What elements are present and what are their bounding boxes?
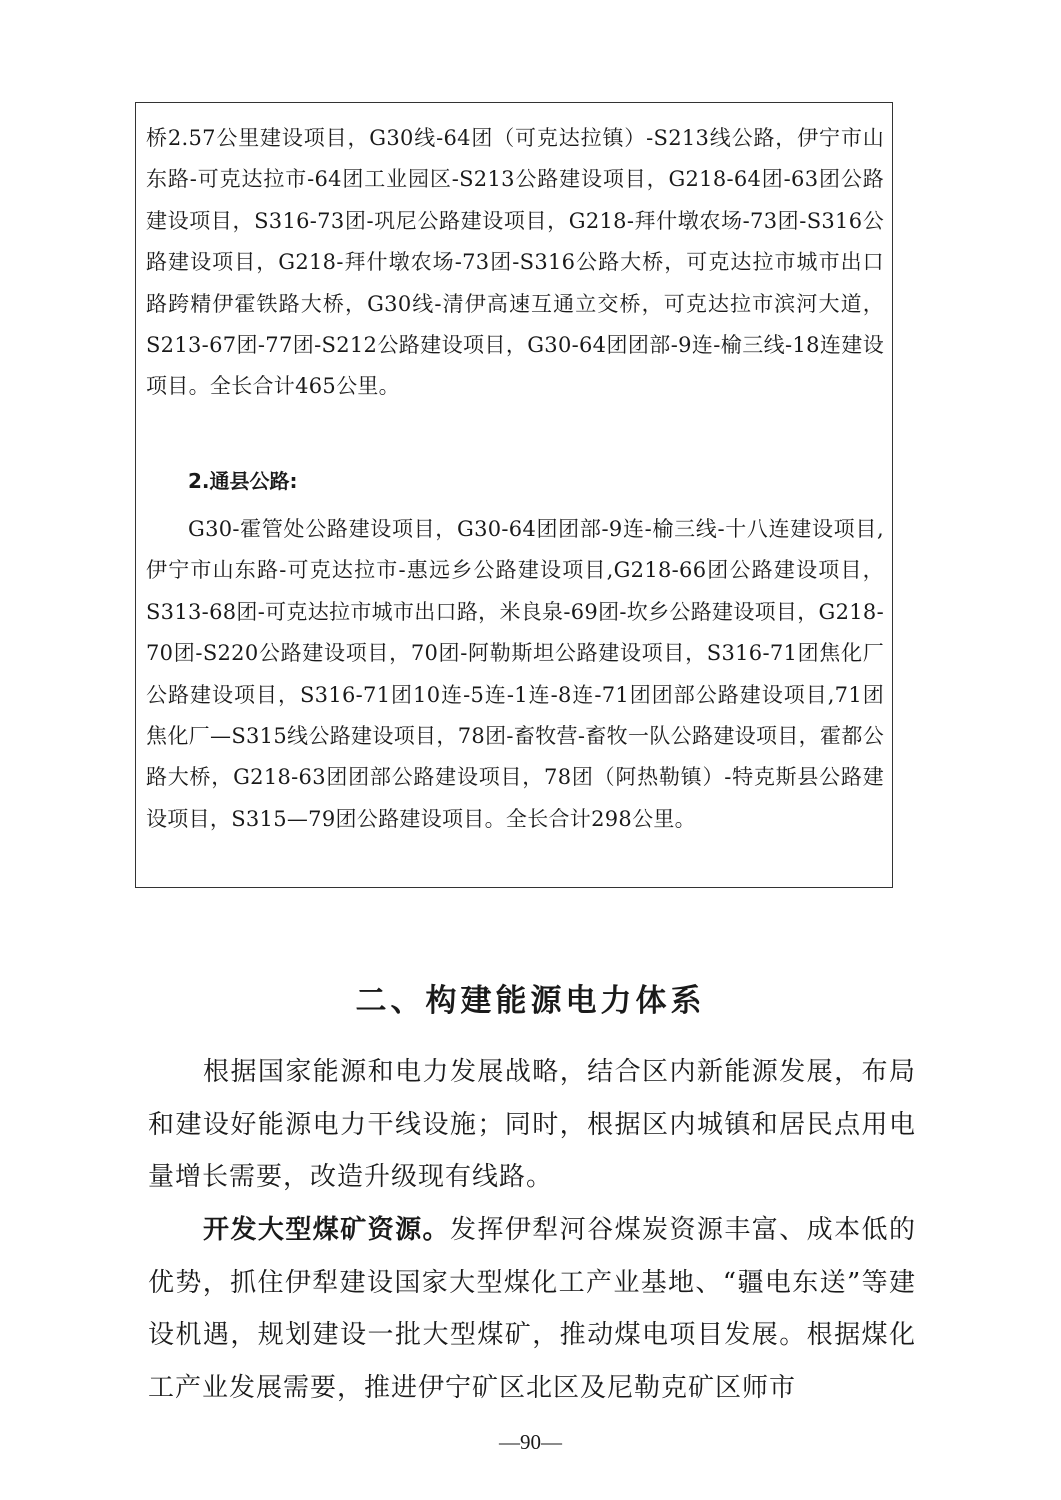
coal-mining-paragraph bbox=[148, 1204, 916, 1414]
highway-project-text-box bbox=[135, 102, 893, 888]
coal-mining-lead: 开发大型煤矿资源。 bbox=[203, 1215, 450, 1245]
section-title: 二、构建能源电力体系 bbox=[355, 983, 706, 1019]
page-number: —90— bbox=[499, 1430, 562, 1454]
county-roads-heading: 2.通县公路: bbox=[188, 469, 298, 493]
coal-mining-body: 发挥伊犁河谷煤炭资源丰富、成本低的优势，抓住伊犁建设国家大型煤化工产业基地、“疆电东送”等建设机遇，规划建设一批大型煤矿，推动煤电项目发展。根据煤化工产业发展需要，推进伊宁矿区北区及尼勒克矿区师市 bbox=[148, 1215, 916, 1403]
county-roads-continued-paragraph: 桥2.57公里建设项目，G30线-64团（可克达拉镇）-S213线公路，伊宁市山东路-可克达拉市-64团工业园区-S213公路建设项目，G218-64团-63团公路建设项目，S316-73团-巩尼公路建设项目，G218-拜什墩农场-73团-S316公路建设项目，G218-拜什墩农场-73团-S316公路大桥，可克达拉市城市出口路跨精伊霍铁路大桥，G30线-清伊高速互通立交桥，可克达拉市滨河大道，S213-67团-77团-S212公路建设项目，G30-64团团部-9连-榆三线-18连建设项目。全长合计465公里。 bbox=[146, 126, 884, 399]
county-roads-paragraph: G30-霍管处公路建设项目，G30-64团团部-9连-榆三线-十八连建设项目,伊宁市山东路-可克达拉市-惠远乡公路建设项目,G218-66团公路建设项目，S313-68团-可克达拉市城市出口路，米良泉-69团-坎乡公路建设项目，G218-70团-S220公路建设项目，70团-阿勒斯坦公路建设项目，S316-71团焦化厂公路建设项目，S316-71团10连-5连-1连-8连-71团团部公路建设项目,71团焦化厂—S315线公路建设项目，78团-畜牧营-畜牧一队公路建设项目，霍都公路大桥，G218-63团团部公路建设项目，78团（阿热勒镇）-特克斯县公路建设项目，S315—79团公路建设项目。全长合计298公里。 bbox=[146, 517, 884, 831]
energy-intro-paragraph: 根据国家能源和电力发展战略，结合区内新能源发展，布局和建设好能源电力干线设施；同时，根据区内城镇和居民点用电量增长需要，改造升级现有线路。 bbox=[148, 1057, 916, 1193]
